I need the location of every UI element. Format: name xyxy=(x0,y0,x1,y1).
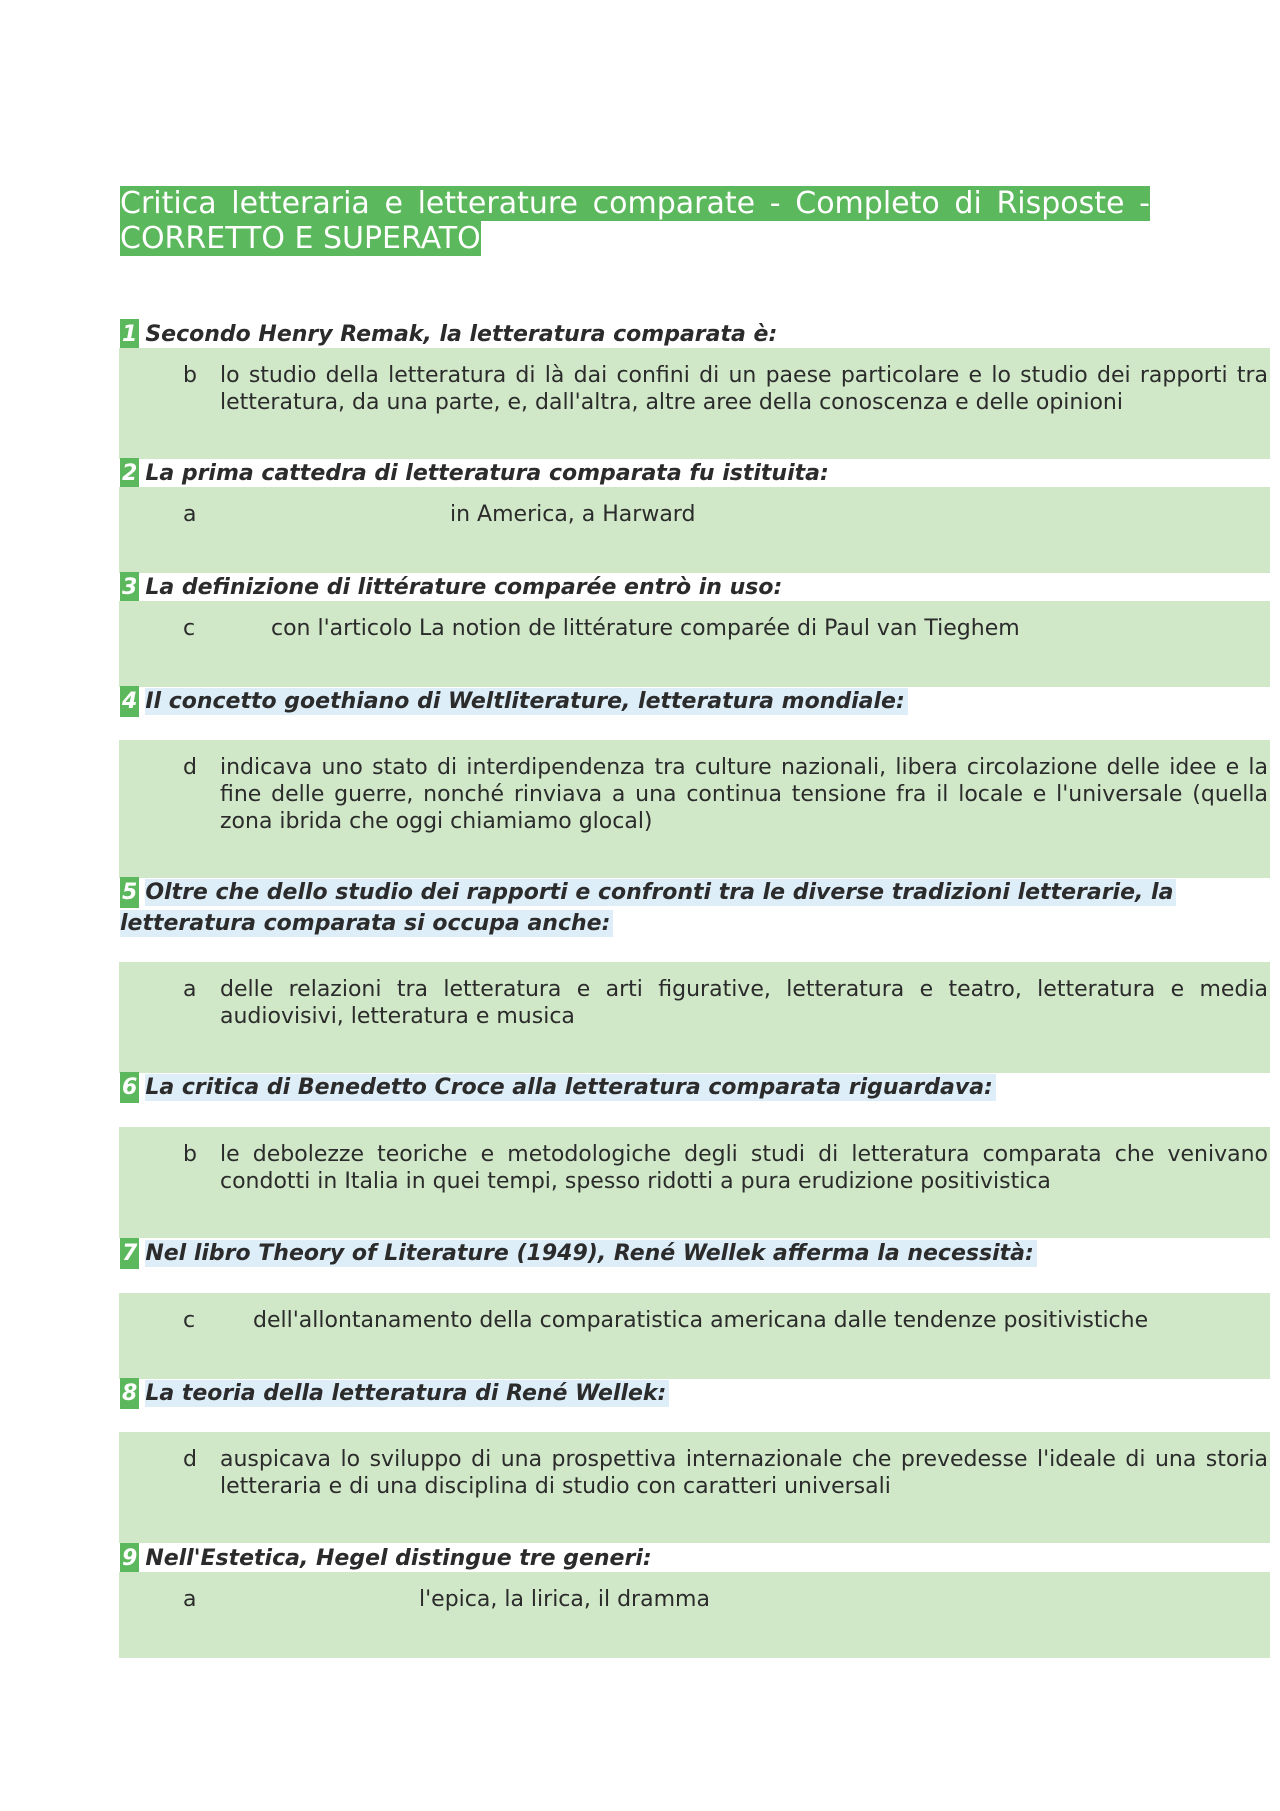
document-title xyxy=(120,186,1150,256)
answer-text: l'epica, la lirica, il dramma xyxy=(419,1587,710,1612)
question-text: Nell'Estetica, Hegel distingue tre generi: xyxy=(145,1546,652,1571)
answer-7 xyxy=(119,1293,1270,1379)
question-9 xyxy=(120,1543,1270,1574)
answer-text: delle relazioni tra letteratura e arti figurative, letteratura e teatro, letteratura e media audiovisivi, letteratura e musica xyxy=(220,977,1268,1029)
answer-letter: c xyxy=(183,616,196,641)
question-text: Nel libro Theory of Literature (1949), René Wellek afferma la necessità: xyxy=(145,1240,1036,1267)
answer-4 xyxy=(119,740,1270,878)
question-number: 5 xyxy=(120,877,139,908)
answer-2 xyxy=(119,487,1270,573)
question-number: 7 xyxy=(120,1238,139,1269)
title-line-2: CORRETTO E SUPERATO xyxy=(120,221,481,256)
question-number: 3 xyxy=(120,572,139,603)
answer-letter: a xyxy=(183,1587,197,1612)
answer-6 xyxy=(119,1127,1270,1238)
question-text: La definizione di littérature comparée entrò in uso: xyxy=(145,575,783,600)
answer-text: con l'articolo La notion de littérature comparée di Paul van Tieghem xyxy=(271,616,1020,641)
question-text: Oltre che dello studio dei rapporti e confronti tra le diverse tradizioni letterarie, la letteratura comparata si occupa anche: xyxy=(120,879,1176,937)
answer-letter: b xyxy=(183,363,197,388)
question-4 xyxy=(120,686,1270,717)
question-number: 4 xyxy=(120,686,139,717)
answer-1 xyxy=(119,348,1270,459)
question-5 xyxy=(120,877,1270,939)
question-7 xyxy=(120,1238,1270,1269)
question-number: 2 xyxy=(120,458,139,489)
answer-text: indicava uno stato di interdipendenza tra culture nazionali, libera circolazione delle idee e la fine delle guerre, nonché rinviava a una continua tensione fra il locale e l'universale (quella zona ibrida che oggi chiamiamo glocal) xyxy=(220,755,1268,834)
answer-letter: a xyxy=(183,502,197,527)
answer-text: auspicava lo sviluppo di una prospettiva internazionale che prevedesse l'ideale di una storia letteraria e di una disciplina di studio con caratteri universali xyxy=(220,1447,1268,1499)
question-text: La prima cattedra di letteratura comparata fu istituita: xyxy=(145,461,829,486)
question-6 xyxy=(120,1072,1270,1103)
question-number: 6 xyxy=(120,1072,139,1103)
question-2 xyxy=(120,458,1270,489)
question-text: La critica di Benedetto Croce alla letteratura comparata riguardava: xyxy=(145,1074,996,1101)
answer-letter: d xyxy=(183,1447,197,1472)
answer-8 xyxy=(119,1432,1270,1543)
title-line-1: Critica letteraria e letterature comparate - Completo di Risposte - xyxy=(120,186,1150,221)
answer-letter: c xyxy=(183,1308,196,1333)
question-number: 1 xyxy=(120,319,139,350)
question-number: 8 xyxy=(120,1378,139,1409)
question-3 xyxy=(120,572,1270,603)
question-number: 9 xyxy=(120,1543,139,1574)
answer-letter: d xyxy=(183,755,197,780)
question-text: Secondo Henry Remak, la letteratura comparata è: xyxy=(145,322,778,347)
answer-text: dell'allontanamento della comparatistica americana dalle tendenze positivistiche xyxy=(253,1308,1149,1333)
question-1 xyxy=(120,319,1270,350)
question-8 xyxy=(120,1378,1270,1409)
answer-3 xyxy=(119,601,1270,687)
answer-text: in America, a Harward xyxy=(450,502,696,527)
question-text: La teoria della letteratura di René Wellek: xyxy=(145,1380,669,1407)
answer-text: le debolezze teoriche e metodologiche degli studi di letteratura comparata che venivano condotti in Italia in quei tempi, spesso ridotti a pura erudizione positivistica xyxy=(220,1142,1268,1194)
answer-letter: a xyxy=(183,977,197,1002)
answer-letter: b xyxy=(183,1142,197,1167)
answer-9 xyxy=(119,1572,1270,1658)
question-text: Il concetto goethiano di Weltliterature, letteratura mondiale: xyxy=(145,688,907,715)
answer-5 xyxy=(119,962,1270,1073)
answer-text: lo studio della letteratura di là dai confini di un paese particolare e lo studio dei rapporti tra letteratura, da una parte, e, dall'altra, altre aree della conoscenza e delle opinioni xyxy=(220,363,1268,415)
